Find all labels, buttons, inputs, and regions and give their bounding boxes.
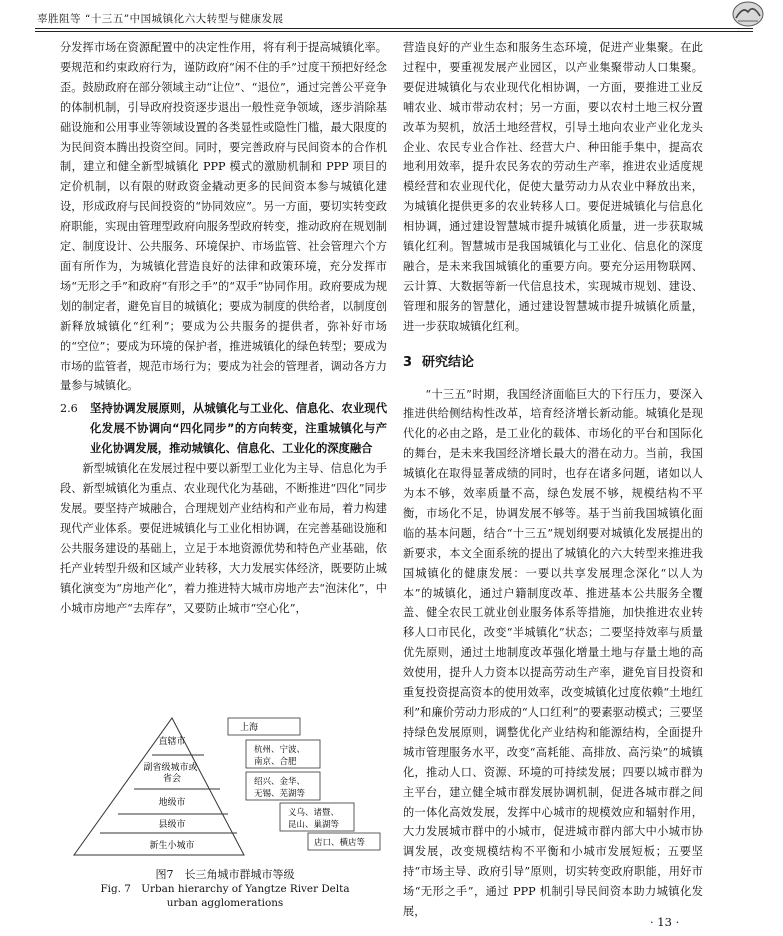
- level-label-1-line2: 省会: [162, 774, 182, 784]
- page-number: · 13 ·: [650, 915, 680, 929]
- journal-logo-icon: [731, 0, 765, 28]
- section-title: 研究结论: [422, 354, 475, 370]
- subsection-number: 2.6: [60, 402, 78, 416]
- subsection-title: 坚持协调发展原则，从城镇化与工业化、信息化、农业现代化发展不协调向“四化同步”的方向转变，注重城镇化与产业化协调发展，推动城镇化、信息化、工业化的深度融合: [90, 402, 387, 456]
- example-text-3: 义乌、诸暨、 昆山、巢湖等: [288, 808, 340, 830]
- figure-caption-en: [60, 882, 390, 910]
- level-label-4: 新生小城市: [149, 841, 195, 851]
- figure-7: [60, 710, 390, 930]
- section-3-heading: [403, 353, 703, 373]
- example-text-0: 上海: [240, 723, 259, 733]
- level-label-1: [144, 761, 201, 784]
- figure-caption-en-line2: urban agglomerations: [166, 897, 284, 909]
- subsection-2-6-heading: [60, 399, 387, 459]
- figure-caption-cn: 图7 长三角城市群城市等级: [155, 868, 295, 881]
- running-header-title: 辜胜阻等 “十三五”中国城镇化六大转型与健康发展: [37, 13, 284, 25]
- example-text-2: 绍兴、金华、 无锡、芜湖等: [254, 777, 306, 799]
- example-text-4: 店口、横店等: [314, 838, 366, 848]
- left-column: [60, 38, 387, 619]
- example-text-1: 杭州、宁波、 南京、合肥: [254, 745, 306, 767]
- section-number: 3: [403, 354, 413, 370]
- header-rule: [35, 28, 753, 29]
- header-rule-thin: [35, 31, 753, 32]
- running-header: [35, 0, 755, 30]
- level-label-0: 直辖市: [158, 737, 186, 747]
- right-paragraph-2: “十三五”时期，我国经济面临巨大的下行压力，要深入推进供给侧结构性改革，培育经济增长新动能。城镇化是现代化的必由之路，是工业化的载体、市场化的平台和国际化的舞台，是未来我国经济增长最大的潜在动力。当前，我国城镇化在取得显著成绩的同时，也存在诸多问题，诸如以人为本不够，效率质量不高，绿色发展不够，规模结构不平衡，市场化不足，协调发展不够等。基于当前我国城镇化面临的基本问题，结合“十三五”规划纲要对城镇化发展提出的新要求，本文全面系统的提出了城镇化的六大转型来推进我国城镇化的健康发展：一要以共享发展理念深化“以人为本”的城镇化，通过户籍制度改革、推进基本公共服务全覆盖、健全农民工就业创业服务体系等措施，加快推进农业转移人口市民化，改变“半城镇化”状态；二要坚持效率与质量优先原则，通过土地制度改革强化增量土地与存量土地的高效使用，提升人力资本以提高劳动生产率，避免盲目投资和重复投资提高资本的使用效率，改变城镇化过度依赖“土地红利”和廉价劳动力形成的“人口红利”的要素驱动模式；三要坚持绿色发展原则，调整优化产业结构和能源结构，全面提升城市管理服务水平，改变“高耗能、高排放、高污染”的城镇化，推动人口、资源、环境的可持续发展；四要以城市群为主平台，建立健全城市群发展协调机制，促进各城市群之间的一体化高效发展，发挥中心城市的规模效应和辐射作用，大力发展城市群中的小城市，促进城市群内部大中小城市协调发展，改变规模结构不平衡和小城市发展短板；五要坚持“市场主导、政府引导”原则，切实转变政府职能，用好市场“无形之手”，通过 PPP 机制引导民间资本助力城镇化发展，: [403, 387, 703, 919]
- figure-caption-en-line1: Fig. 7 Urban hierarchy of Yangtze River Delta: [100, 883, 350, 895]
- level-label-2: 地级市: [158, 798, 186, 808]
- left-paragraph-2: 新型城镇化在发展过程中要以新型工业化为主导、信息化为手段、新型城镇化为重点、农业现代化为基础，不断推进“四化”同步发展。要坚持产城融合，合理规划产业结构和产业布局，着力构建现代产业体系。要促进城镇化与工业化相协调，在完善基础设施和公共服务建设的基础上，立足于本地资源优势和特色产业基础，依托产业转型升级和区域产业转移，大力发展实体经济，既要防止城镇化演变为“房地产化”，着力推进特大城市房地产去“泡沫化”，中小城市房地产“去库存”，又要防止城市“空心化”，: [60, 462, 387, 615]
- right-paragraph-1: 营造良好的产业生态和服务生态环境，促进产业集聚。在此过程中，要重视发展产业园区，以产业集聚带动人口集聚。要促进城镇化与农业现代化相协调，一方面，要推进工业反哺农业、城市带动农村；另一方面，要以农村土地三权分置改革为契机，放活土地经营权，引导土地向农业产业化龙头企业、农民专业合作社、经营大户、种田能手集中，提高农地利用效率，提升农民务农的劳动生产率，推进农业适度规模经营和农业现代化，促使大量劳动力从农业中释放出来，为城镇化提供更多的农业转移人口。要促进城镇化与信息化相协调，通过建设智慧城市提升城镇化质量，进一步获取城镇化红利。智慧城市是我国城镇化与工业化、信息化的深度融合，是未来我国城镇化的重要方向。要充分运用物联网、云计算、大数据等新一代信息技术，实现城市规划、建设、管理和服务的智慧化，通过建设智慧城市提升城镇化质量，进一步获取城镇化红利。: [403, 41, 703, 333]
- level-label-3: 县级市: [158, 820, 186, 830]
- right-column: [403, 38, 703, 922]
- pyramid-diagram: [60, 710, 390, 870]
- example-box-0: [228, 718, 300, 735]
- left-paragraph-1: 分发挥市场在资源配置中的决定性作用，将有利于提高城镇化率。要规范和约束政府行为，谨防政府“闲不住的手”过度干预把好经念歪。鼓励政府在部分领域主动“让位”、“退位”，通过完善公平竞争的体制机制，引导政府投资逐步退出一般性竞争领域，逐步消除基础设施和公用事业等领域设置的各类显性或隐性门槛，最大限度的为民间资本腾出投资空间。同时，要完善政府与民间资本的合作机制，建立和健全新型城镇化 PPP 模式的激励机制和 PPP 项目的定价机制，以有限的财政资金撬动更多的民间资本参与城镇化建设，形成政府与民间投资的“协同效应”。另一方面，要切实转变政府职能，实现由管理型政府向服务型政府转变，推动政府在规划制定、制度设计、公共服务、环境保护、市场监管、社会管理六个方面有所作为，为城镇化营造良好的法律和政策环境，充分发挥市场“无形之手”和政府“有形之手”的“双手”协同作用。政府要成为规划的制定者，避免盲目的城镇化；要成为制度的供给者，以制度创新释放城镇化“红利”；要成为公共服务的提供者，弥补好市场的“空位”；要成为环境的保护者，推进城镇化的绿色转型；要成为市场的监管者，规范市场行为；要成为社会的管理者，调动各方力量参与城镇化。: [60, 41, 387, 393]
- level-label-1-line1: 副省级城市或: [143, 763, 198, 773]
